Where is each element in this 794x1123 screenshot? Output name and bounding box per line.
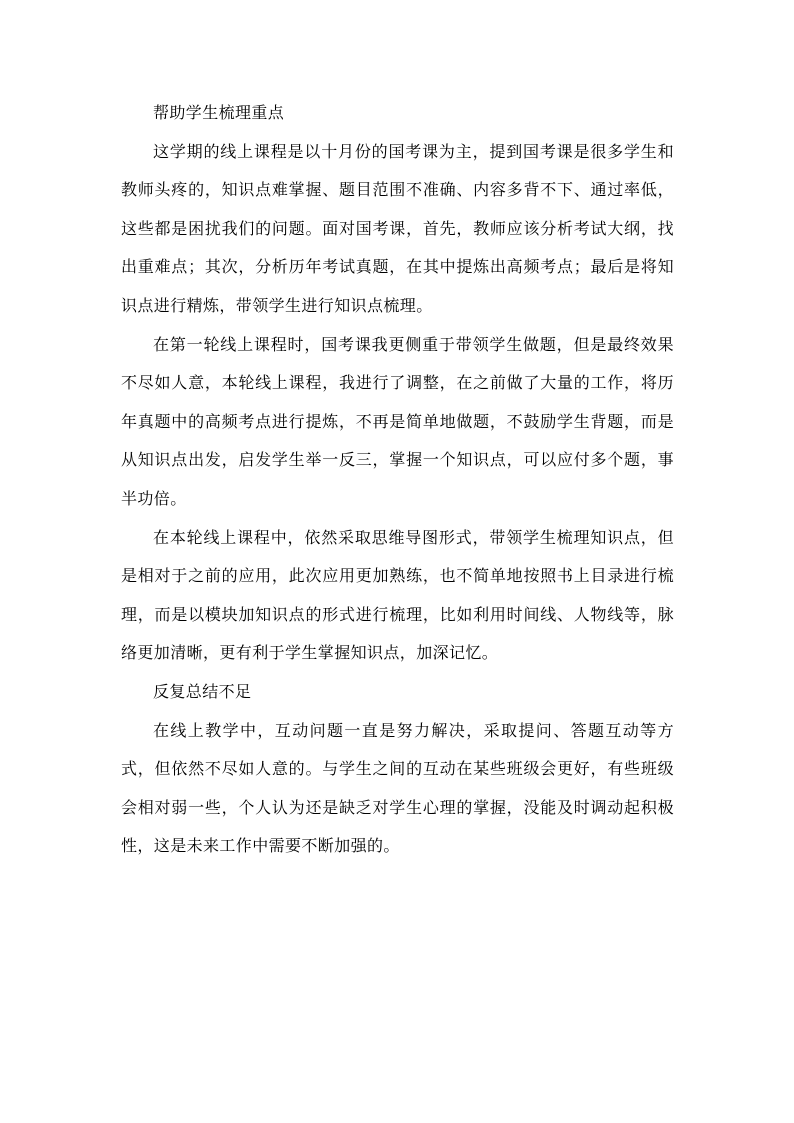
section-heading-shortcomings: 反复总结不足 (153, 681, 252, 701)
paragraph-national-exam-course: 这学期的线上课程是以十月份的国考课为主，提到国考课是很多学生和教师头疼的，知识点难掌握、题目范围不准确、内容多背不下、通过率低，这些都是困扰我们的问题。面对国考课，首先，教师应该分析考试大纲，找出重难点；其次，分析历年考试真题，在其中提炼出高频考点；最后是将知识点进行精炼，带领学生进行知识点梳理。 (121, 141, 674, 315)
document-body (121, 94, 674, 866)
section-heading-key-points: 帮助学生梳理重点 (153, 103, 285, 122)
paragraph-interaction-issues: 在线上教学中，互动问题一直是努力解决，采取提问、答题互动等方式，但依然不尽如人意的。与学生之间的互动在某些班级会更好，有些班级会相对弱一些，个人认为还是缺乏对学生心理的掌握，没能及时调动起积极性，这是未来工作中需要不断加强的。 (121, 720, 674, 856)
paragraph-mind-map-method: 在本轮线上课程中，依然采取思维导图形式，带领学生梳理知识点，但是相对于之前的应用，此次应用更加熟练，也不简单地按照书上目录进行梳理，而是以模块加知识点的形式进行梳理，比如利用时间线、人物线等，脉络更加清晰，更有利于学生掌握知识点，加深记忆。 (121, 527, 674, 663)
paragraph-first-round-adjustment: 在第一轮线上课程时，国考课我更侧重于带领学生做题，但是最终效果不尽如人意，本轮线上课程，我进行了调整，在之前做了大量的工作，将历年真题中的高频考点进行提炼，不再是简单地做题，不鼓励学生背题，而是从知识点出发，启发学生举一反三，掌握一个知识点，可以应付多个题，事半功倍。 (121, 334, 674, 508)
